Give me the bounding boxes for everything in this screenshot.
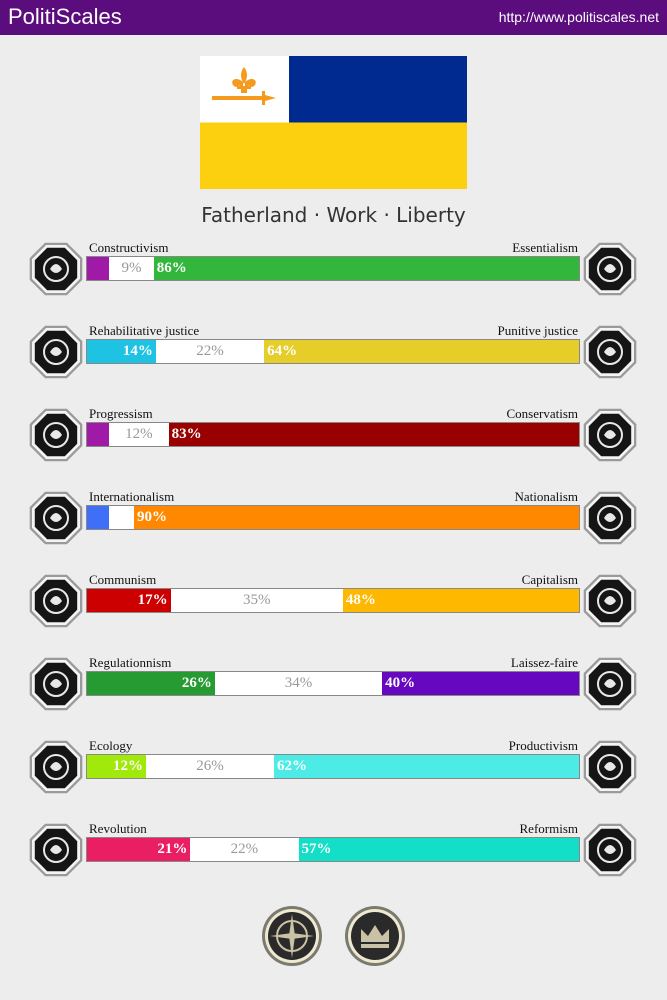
axis-left-segment: 21% bbox=[87, 838, 190, 861]
axis-neutral-segment: 35% bbox=[171, 589, 343, 612]
axis-bar bbox=[86, 754, 580, 779]
axis-right-label: Reformism bbox=[519, 821, 578, 836]
axis-left-segment: 17% bbox=[87, 589, 171, 612]
axis-right-label: Capitalism bbox=[521, 572, 578, 587]
crowd-icon bbox=[581, 821, 639, 879]
axis-right-label: Laissez-faire bbox=[510, 655, 578, 670]
axis-left-label: Progressism bbox=[89, 406, 153, 421]
rocket-icon bbox=[27, 406, 85, 464]
axis-neutral-segment bbox=[109, 506, 134, 529]
factory-icon bbox=[581, 738, 639, 796]
axis-row bbox=[0, 406, 667, 476]
tree-icon bbox=[27, 738, 85, 796]
axis-bar bbox=[86, 837, 580, 862]
quill-icon bbox=[581, 406, 639, 464]
axis-left-segment: 12% bbox=[87, 755, 146, 778]
axis-row bbox=[0, 323, 667, 393]
rule-icon bbox=[27, 655, 85, 713]
axis-right-label: Productivism bbox=[508, 738, 578, 753]
globe-icon bbox=[27, 489, 85, 547]
tree-icon bbox=[27, 738, 85, 796]
handshake-icon bbox=[27, 323, 85, 381]
prison-bars-icon bbox=[581, 323, 639, 381]
flower-icon bbox=[581, 240, 639, 298]
axis-right-segment: 57% bbox=[299, 838, 579, 861]
rocket-icon bbox=[27, 406, 85, 464]
axis-bar bbox=[86, 422, 580, 447]
app-title: PolitiScales bbox=[8, 4, 122, 29]
handshake-icon bbox=[27, 323, 85, 381]
axis-left-label: Internationalism bbox=[89, 489, 175, 504]
butterfly-icon bbox=[581, 655, 639, 713]
axis-row bbox=[0, 489, 667, 559]
axis-left-segment bbox=[87, 423, 109, 446]
site-link[interactable]: http://www.politiscales.net bbox=[498, 9, 659, 25]
axis-neutral-segment: 22% bbox=[156, 340, 264, 363]
axis-right-segment: 83% bbox=[169, 423, 579, 446]
hammer-sickle-icon bbox=[27, 572, 85, 630]
axis-right-label: Conservatism bbox=[506, 406, 578, 421]
badges bbox=[0, 905, 667, 975]
axis-right-segment: 90% bbox=[134, 506, 579, 529]
flag bbox=[200, 56, 467, 189]
prison-bars-icon bbox=[581, 323, 639, 381]
axis-neutral-segment: 9% bbox=[109, 257, 154, 280]
axis-left-label: Regulationnism bbox=[89, 655, 172, 670]
axis-bar bbox=[86, 505, 580, 530]
axis-left-label: Ecology bbox=[89, 738, 133, 753]
axis-row bbox=[0, 738, 667, 808]
flag-icon bbox=[581, 489, 639, 547]
factory-icon bbox=[581, 738, 639, 796]
axis-left-segment: 26% bbox=[87, 672, 215, 695]
flower-icon bbox=[581, 240, 639, 298]
axis-row bbox=[0, 240, 667, 310]
axis-bar bbox=[86, 339, 580, 364]
globe-icon bbox=[27, 489, 85, 547]
butterfly-icon bbox=[581, 655, 639, 713]
axis-right-segment: 62% bbox=[274, 755, 579, 778]
axis-neutral-segment: 34% bbox=[215, 672, 382, 695]
axis-bar bbox=[86, 588, 580, 613]
fist-icon bbox=[27, 821, 85, 879]
axis-left-label: Revolution bbox=[89, 821, 147, 836]
axis-row bbox=[0, 821, 667, 891]
axis-left-label: Constructivism bbox=[89, 240, 169, 255]
axis-left-segment bbox=[87, 506, 109, 529]
spiral-icon bbox=[27, 240, 85, 298]
slogan: Fatherland · Work · Liberty bbox=[201, 203, 466, 227]
compass-seal-icon bbox=[261, 905, 323, 967]
axis-row bbox=[0, 655, 667, 725]
axis-neutral-segment: 26% bbox=[146, 755, 274, 778]
hammer-sickle-icon bbox=[27, 572, 85, 630]
header-bar bbox=[0, 0, 667, 35]
axis-left-segment: 14% bbox=[87, 340, 156, 363]
axis-right-label: Essentialism bbox=[512, 240, 578, 255]
axis-right-segment: 86% bbox=[154, 257, 579, 280]
axis-neutral-segment: 12% bbox=[109, 423, 168, 446]
quill-icon bbox=[581, 406, 639, 464]
axis-left-segment bbox=[87, 257, 109, 280]
axis-neutral-segment: 22% bbox=[190, 838, 298, 861]
axis-right-label: Punitive justice bbox=[497, 323, 578, 338]
fist-icon bbox=[27, 821, 85, 879]
flag-icon bbox=[581, 489, 639, 547]
crowd-icon bbox=[581, 821, 639, 879]
axis-right-label: Nationalism bbox=[514, 489, 578, 504]
axis-row bbox=[0, 572, 667, 642]
rule-icon bbox=[27, 655, 85, 713]
axis-bar bbox=[86, 256, 580, 281]
crown-seal-icon bbox=[344, 905, 406, 967]
spiral-icon bbox=[27, 240, 85, 298]
axis-right-segment: 40% bbox=[382, 672, 579, 695]
axis-bar bbox=[86, 671, 580, 696]
axis-left-label: Rehabilitative justice bbox=[89, 323, 200, 338]
money-bag-icon bbox=[581, 572, 639, 630]
money-bag-icon bbox=[581, 572, 639, 630]
axis-right-segment: 64% bbox=[264, 340, 579, 363]
axis-left-label: Communism bbox=[89, 572, 157, 587]
axis-right-segment: 48% bbox=[343, 589, 579, 612]
